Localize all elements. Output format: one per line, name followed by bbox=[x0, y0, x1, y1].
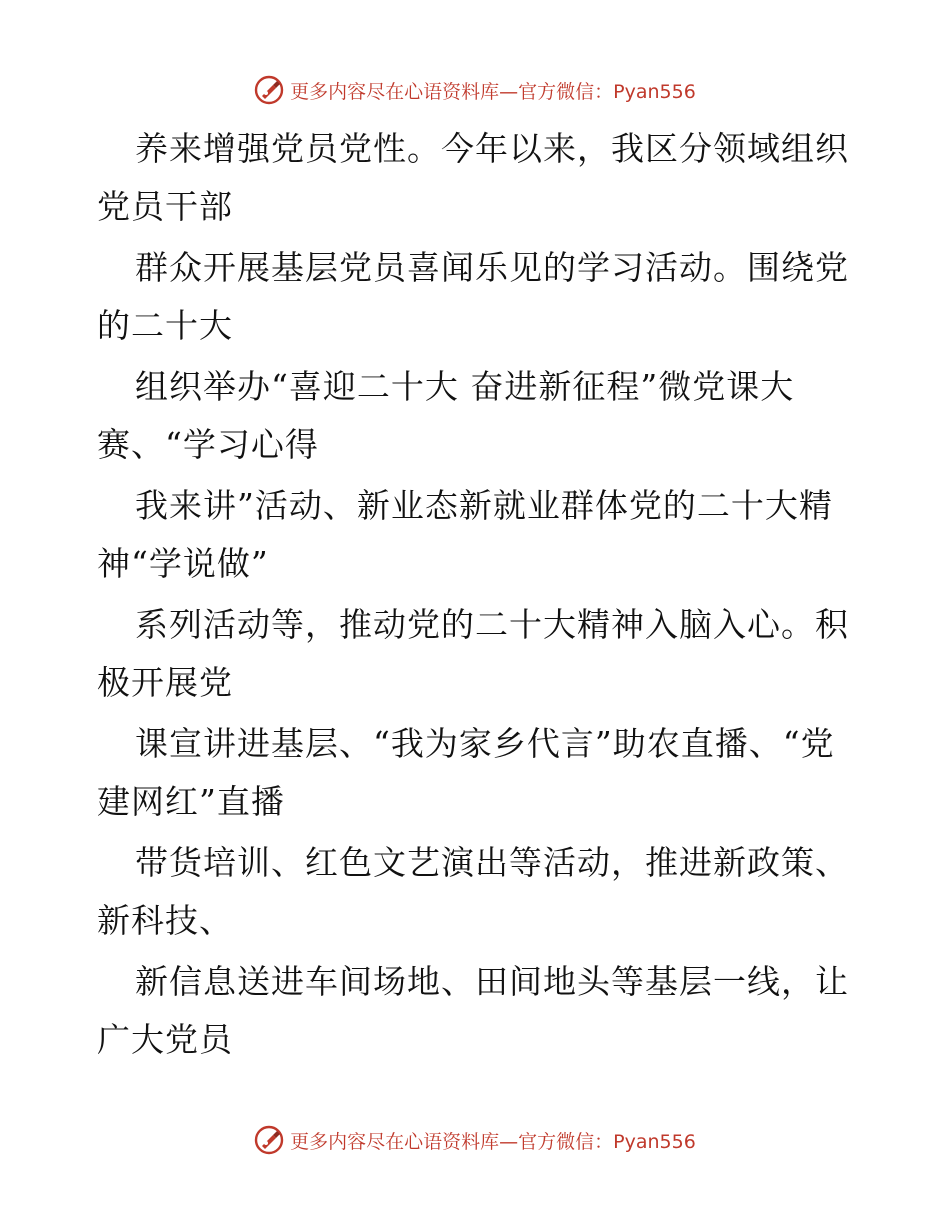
header-watermark-banner bbox=[0, 70, 950, 110]
paragraph-8: 新信息送进车间场地、田间地头等基层一线，让广大党员 bbox=[97, 962, 849, 1059]
footer-watermark-banner bbox=[0, 1120, 950, 1160]
paragraph-1: 养来增强党员党性。今年以来，我区分领域组织党员干部 bbox=[97, 129, 849, 226]
paragraph-2: 群众开展基层党员喜闻乐见的学习活动。围绕党的二十大 bbox=[97, 248, 849, 345]
document-body bbox=[97, 120, 857, 1072]
pen-logo-icon bbox=[254, 75, 284, 105]
paragraph-4: 我来讲”活动、新业态新就业群体党的二十大精神“学说做” bbox=[97, 486, 833, 583]
paragraph-5: 系列活动等，推动党的二十大精神入脑入心。积极开展党 bbox=[97, 605, 849, 702]
pen-logo-icon bbox=[254, 1125, 284, 1155]
footer-watermark-text: 更多内容尽在心语资料库—官方微信：Pyan556 bbox=[290, 1130, 696, 1153]
paragraph-3: 组织举办“喜迎二十大 奋进新征程”微党课大赛、“学习心得 bbox=[97, 367, 795, 464]
paragraph-6: 课宣讲进基层、“我为家乡代言”助农直播、“党建网红”直播 bbox=[97, 724, 835, 821]
paragraph-7: 带货培训、红色文艺演出等活动，推进新政策、新科技、 bbox=[97, 843, 849, 940]
header-watermark-text: 更多内容尽在心语资料库—官方微信：Pyan556 bbox=[290, 80, 696, 103]
